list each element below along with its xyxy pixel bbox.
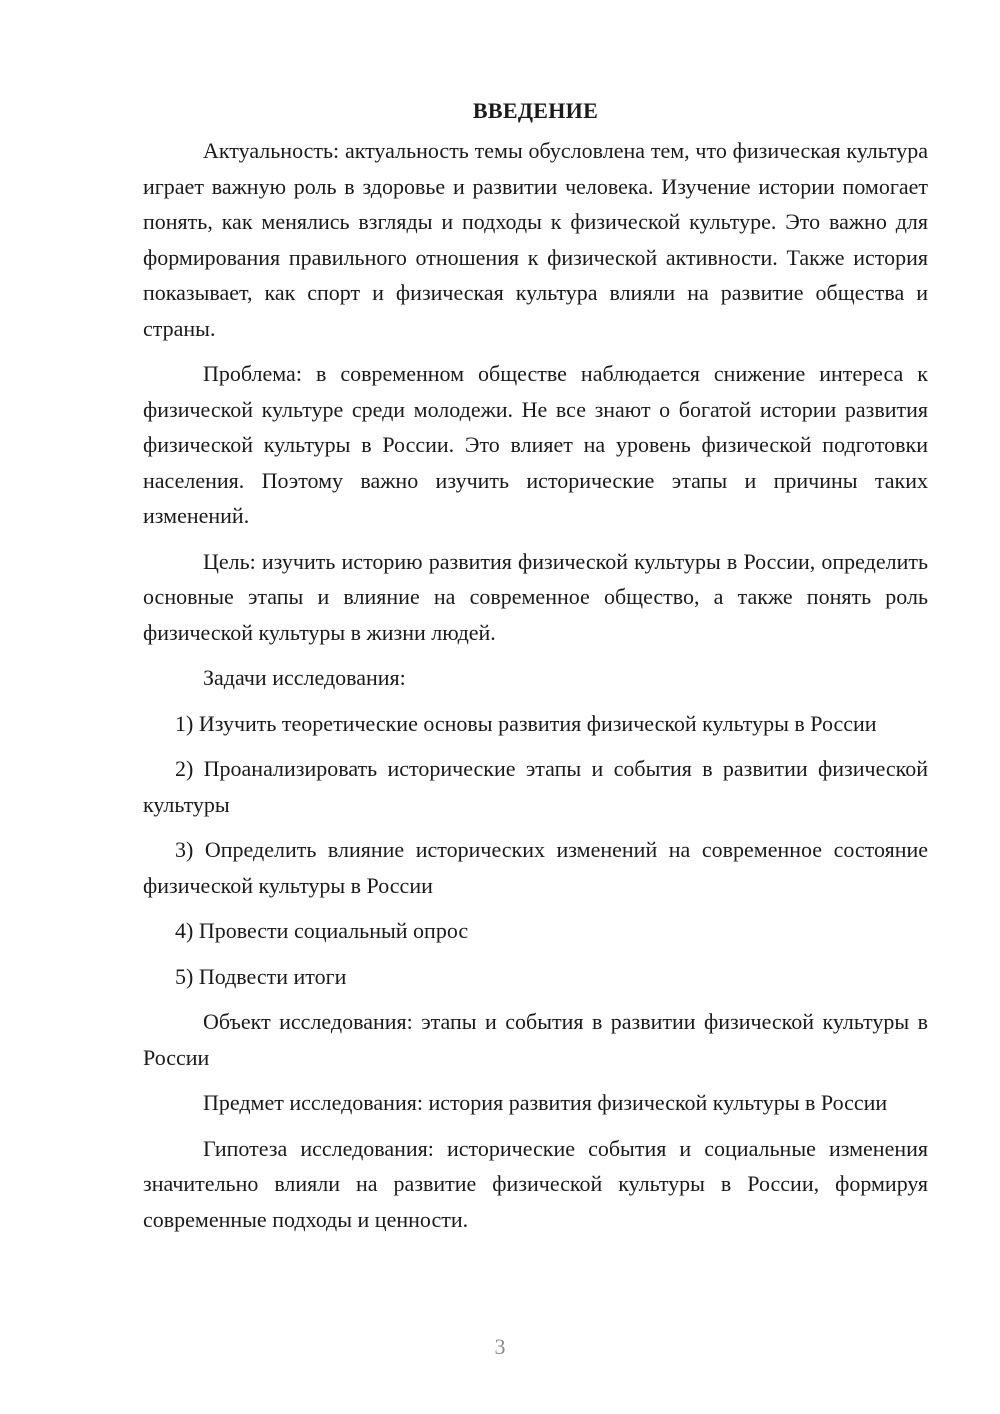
list-item: 2) Проанализировать исторические этапы и события в развитии физической культуры bbox=[143, 756, 928, 817]
page-number: 3 bbox=[494, 1334, 506, 1359]
list-item: 5) Подвести итоги bbox=[175, 963, 347, 989]
object-paragraph: Объект исследования: этапы и события в развитии физической культуры в России bbox=[143, 1009, 928, 1070]
tasks-heading: Задачи исследования: bbox=[203, 665, 406, 690]
document-page bbox=[143, 94, 928, 1247]
subject-paragraph: Предмет исследования: история развития физической культуры в России bbox=[203, 1090, 888, 1115]
page-title: ВВЕДЕНИЕ bbox=[472, 98, 599, 123]
relevance-paragraph: Актуальность: актуальность темы обусловлена тем, что физическая культура играет важную роль в здоровье и развитии человека. Изучение истории помогает понять, как менялись взгляды и подходы к физической культуре. Это важно для формирования правильного отношения к физической активности. Также история показывает, как спорт и физическая культура влияли на развитие общества и страны. bbox=[143, 138, 928, 341]
list-item: 4) Провести социальный опрос bbox=[175, 918, 469, 943]
problem-paragraph: Проблема: в современном обществе наблюдается снижение интереса к физической культуре среди молодежи. Не все знают о богатой истории развития физической культуры в России. Это влияет на уровень физической подготовки населения. Поэтому важно изучить исторические этапы и причины таких изменений. bbox=[143, 361, 928, 528]
goal-paragraph: Цель: изучить историю развития физической культуры в России, определить основные этапы и влияние на современное общество, а также понять роль физической культуры в жизни людей. bbox=[143, 548, 928, 645]
hypothesis-paragraph: Гипотеза исследования: исторические события и социальные изменения значительно влияли на развитие физической культуры в России, формируя современные подходы и ценности. bbox=[143, 1135, 928, 1232]
list-item: 1) Изучить теоретические основы развития физической культуры в России bbox=[175, 710, 877, 736]
list-item: 3) Определить влияние исторических изменений на современное состояние физической культуры в России bbox=[143, 837, 928, 898]
